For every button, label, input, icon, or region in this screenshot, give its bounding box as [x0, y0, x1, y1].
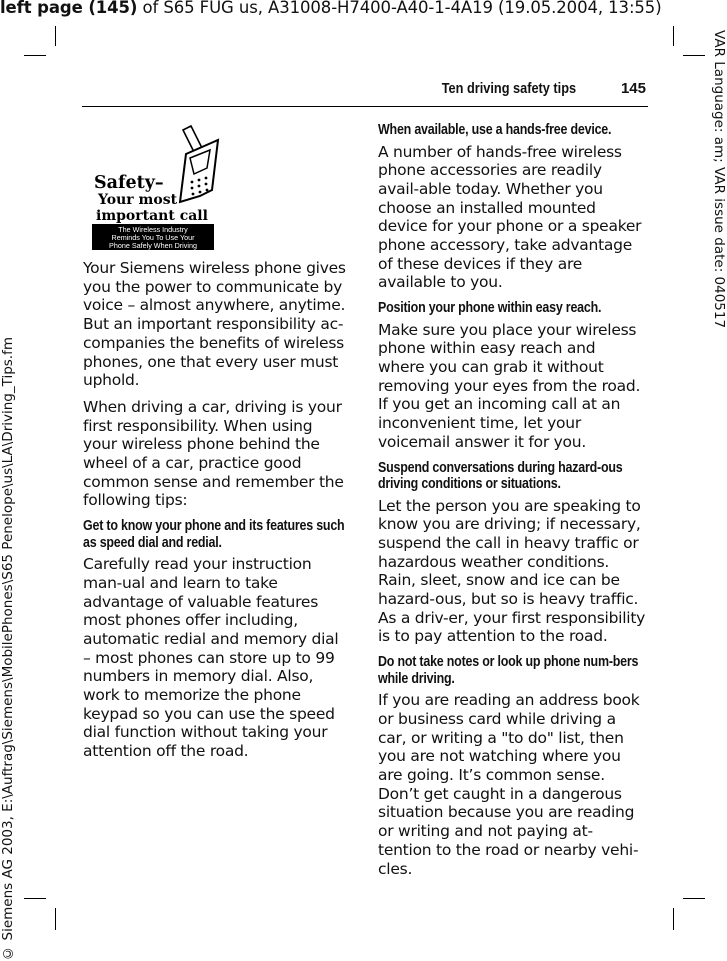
var-language-info: VAR Language: am; VAR issue date: 040517	[711, 30, 727, 329]
running-header	[82, 80, 648, 108]
tip-heading-no-notes: Do not take notes or look up phone num-bers while driving.	[378, 654, 639, 687]
logo-line-3: important call	[96, 208, 208, 224]
copyright-file-path: © Siemens AG 2003, E:\Auftrag\Siemens\MobilePhones\S65 Penelope\us\LA\Driving_Tips.fm	[0, 337, 16, 961]
print-info-page: left page (145)	[0, 0, 138, 17]
tip-heading-hands-free: When available, use a hands-free device.	[378, 122, 612, 138]
crop-mark-br-h	[683, 898, 705, 899]
header-rule	[82, 106, 648, 107]
tip-heading-easy-reach: Position your phone within easy reach.	[378, 300, 602, 317]
tip-text-no-notes: If you are reading an address book or business card while driving a car, or writing a "to do" list, then you are not watching where you are going. It’s common sense. Don’t get caught in a dangerous situation because you are reading or writing and not paying at-tention to the road or nearby vehi-cles.	[378, 691, 640, 878]
crop-mark-bl-v	[55, 908, 56, 930]
page-number: 145	[620, 80, 646, 97]
tip-text-hands-free: A number of hands-free wireless phone accessories are readily avail-able today. Whether you choose an installed mounted device for your phone or a speaker phone accessory, take advantage of these devices if they are available to you.	[378, 142, 642, 292]
crop-mark-bl-h	[24, 898, 46, 899]
crop-mark-tr-h	[683, 55, 705, 56]
right-column	[378, 122, 646, 886]
logo-line-1: Safety–	[94, 173, 164, 193]
tip-text-know-phone: Carefully read your instruction man-ual and learn to take advantage of valuable features most phones offer including, automatic redial and memory dial – most phones can store up to 99 numbers in memory dial. Also, work to memorize the phone keypad so you can use the speed dial function without taking your attention off the road.	[83, 555, 339, 761]
print-info-details: of S65 FUG us, A31008-H7400-A40-1-4A19 (19.05.2004, 13:55)	[137, 0, 662, 17]
tip-heading-suspend: Suspend conversations during hazard-ous driving conditions or situations.	[378, 459, 623, 493]
logo-tagline-2: Reminds You To Use Your	[111, 233, 195, 242]
crop-mark-tr-v	[673, 26, 674, 46]
crop-mark-tl-h	[24, 55, 46, 56]
tip-text-easy-reach: Make sure you place your wireless phone within easy reach and where you can grab it without removing your eyes from the road. If you get an incoming call at an inconvenient time, let your voicemail answer it for you.	[378, 320, 641, 451]
safety-logo	[90, 126, 220, 250]
print-info-line	[0, 0, 662, 17]
logo-tagline-1: The Wireless Industry	[118, 225, 188, 234]
crop-mark-br-v	[673, 908, 674, 930]
cellphone-icon	[180, 126, 218, 202]
logo-line-2: Your most	[98, 192, 178, 208]
left-column	[83, 259, 346, 769]
header-title: Ten driving safety tips	[441, 80, 576, 97]
tip-text-suspend: Let the person you are speaking to know you are driving; if necessary, suspend the call in heavy traffic or hazardous weather conditions. Rain, sleet, snow and ice can be hazard-ous, but so is heavy traffic. As a driv-er, your first responsibility is to pay attention to the road.	[378, 496, 646, 646]
crop-mark-tl-v	[55, 26, 56, 46]
driving-paragraph: When driving a car, driving is your first responsibility. When using your wireless phone behind the wheel of a car, practice good common sense and remember the following tips:	[83, 397, 344, 510]
logo-tagline-3: Phone Safely When Driving	[109, 241, 197, 250]
intro-paragraph: Your Siemens wireless phone gives you the power to communicate by voice – almost anywhere, anytime. But an important responsibility ac-companies the benefits of wireless phones, one that every user must uphold.	[83, 259, 346, 390]
tip-heading-know-phone: Get to know your phone and its features such as speed dial and redial.	[83, 518, 345, 551]
